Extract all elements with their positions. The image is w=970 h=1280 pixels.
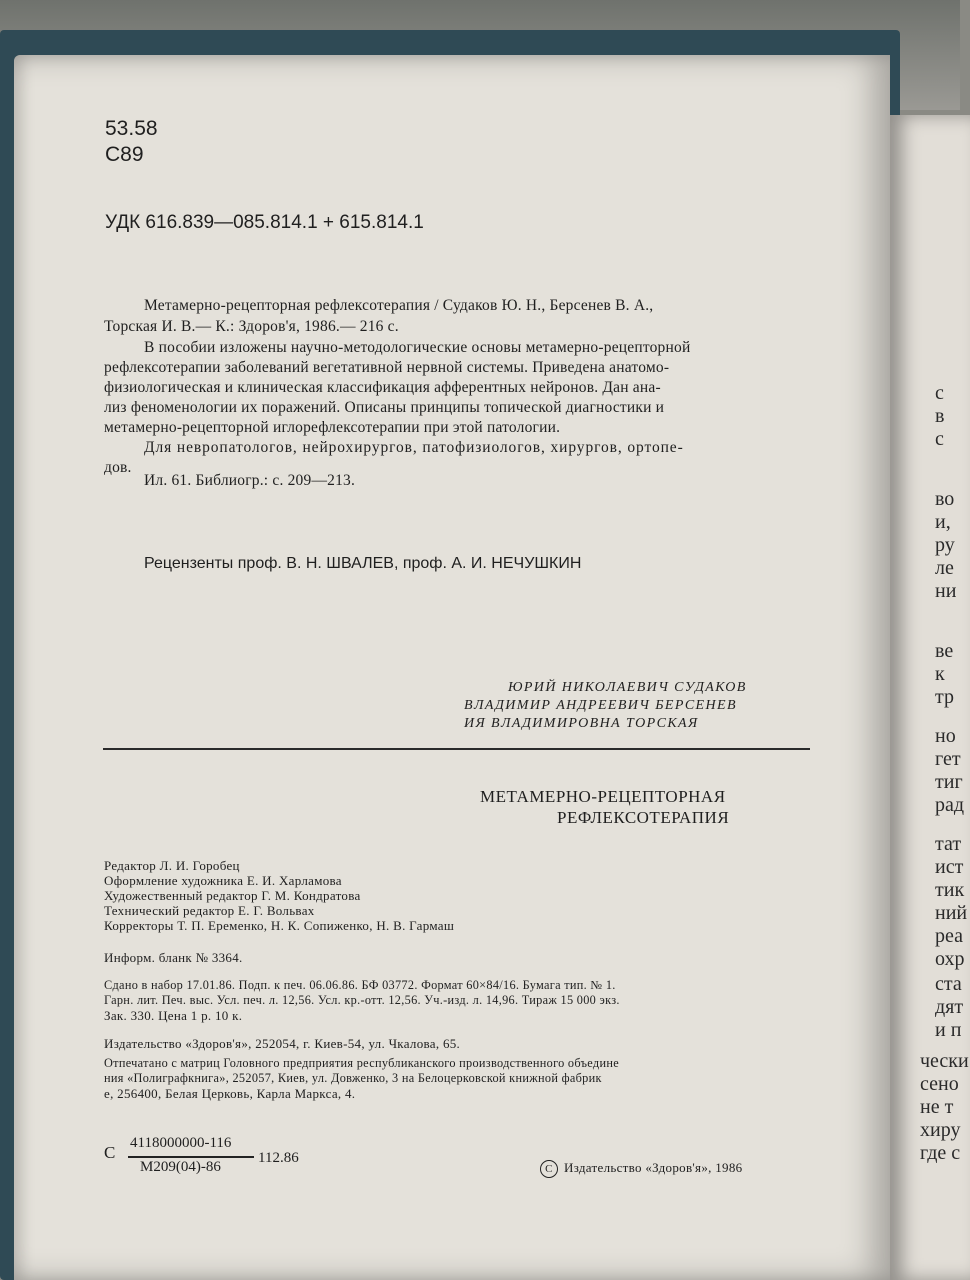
next-page-fragment: но [935,725,956,747]
author-name: ЮРИЙ НИКОЛАЕВИЧ СУДАКОВ [508,680,747,695]
next-page-fragment: ру [935,534,955,556]
next-page-fragment: и, [935,511,951,533]
author-name: ВЛАДИМИР АНДРЕЕВИЧ БЕРСЕНЕВ [464,698,737,713]
udk-code: УДК 616.839—085.814.1 + 615.814.1 [105,212,424,233]
illustrations-bibliography: Ил. 61. Библиогр.: с. 209—213. [144,472,356,489]
author-name: ИЯ ВЛАДИМИРОВНА ТОРСКАЯ [464,716,699,731]
annotation-line: Метамерно-рецепторная рефлексотерапия / Судаков Ю. Н., Берсенев В. А., [144,297,654,314]
copyright-symbol: C [540,1160,558,1178]
next-page-fragment: тиг [935,771,963,793]
printer-line: ния «Полиграфкнига», 252057, Киев, ул. Довженко, 3 на Белоцерковской книжной фабрик [104,1071,602,1085]
reviewers: Рецензенты проф. В. Н. ШВАЛЕВ, проф. А. И. НЕЧУШКИН [144,555,582,572]
fraction-bar [128,1156,254,1158]
author-mark: С89 [105,143,144,166]
next-page-fragment: где с [920,1142,961,1164]
annotation-line: рефлексотерапии заболеваний вегетативной нервной системы. Приведена анатомо- [104,359,670,376]
publisher-address: Издательство «Здоров'я», 252054, г. Киев-54, ул. Чкалова, 65. [104,1036,461,1051]
next-page-fragment: тик [935,879,965,901]
next-page-fragment: с [935,428,944,450]
next-page-fragment: ста [935,973,962,995]
annotation-line: метамерно-рецепторной иглорефлексотерапии при этой патологии. [104,419,561,436]
next-page-fragment: дят [935,996,964,1018]
next-page-fragment: ист [935,856,964,878]
next-page [890,115,970,1280]
next-page-fragment: тр [935,686,954,708]
annotation-line: лиз феноменологии их поражений. Описаны принципы топической диагностики и [104,399,665,416]
index-denominator: М209(04)-86 [140,1159,221,1175]
credit-line: Редактор Л. И. Горобец [104,858,240,873]
book-title-line: РЕФЛЕКСОТЕРАПИЯ [557,808,730,827]
next-page-fragment: в [935,405,945,427]
credit-line: Художественный редактор Г. М. Кондратова [104,888,361,903]
bbk-code: 53.58 [105,117,158,140]
copyright-line [540,1160,742,1178]
credit-line: Корректоры Т. П. Еременко, Н. К. Сопиженко, Н. В. Гармаш [104,918,455,933]
printer-line: е, 256400, Белая Церковь, Карла Маркса, 4. [104,1086,356,1101]
annotation-line: дов. [104,459,132,476]
next-page-fragment: ний [935,902,968,924]
print-data-line: Зак. 330. Цена 1 р. 10 к. [104,1008,243,1023]
next-page-fragment: реа [935,925,963,947]
next-page-fragment: хиру [920,1119,961,1141]
annotation-line: Торская И. В.— К.: Здоров'я, 1986.— 216 с. [104,318,399,335]
annotation-line: В пособии изложены научно-методологические основы метамерно-рецепторной [144,339,691,356]
next-page-fragment: гет [935,748,961,770]
next-page-fragment: во [935,488,955,510]
print-data-line: Гарн. лит. Печ. выс. Усл. печ. л. 12,56. Усл. кр.-отт. 12,56. Уч.-изд. л. 14,96. Тираж 15 000 экз. [104,993,620,1007]
next-page-fragment: и п [935,1019,962,1041]
copyright-text: Издательство «Здоров'я», 1986 [564,1160,743,1175]
credit-line: Оформление художника Е. И. Харламова [104,873,342,888]
index-suffix: 112.86 [258,1150,299,1166]
next-page-fragment: не т [920,1096,954,1118]
next-page-fragment: рад [935,794,965,816]
annotation-line: Для невропатологов, нейрохирургов, патофизиологов, хирургов, ортопе- [144,439,684,456]
next-page-fragment: ни [935,580,957,602]
book-title-line: МЕТАМЕРНО-РЕЦЕПТОРНАЯ [480,787,726,806]
credit-line: Технический редактор Е. Г. Вольвах [104,903,315,918]
annotation-line: физиологическая и клиническая классификация афферентных нейронов. Дан ана- [104,379,661,396]
next-page-fragment: к [935,663,945,685]
next-page-fragment: тат [935,833,962,855]
next-page-fragment: чески [920,1050,969,1072]
index-numerator: 4118000000-116 [130,1135,232,1151]
index-letter: С [104,1143,116,1162]
divider-rule [103,748,810,750]
next-page-fragment: сено [920,1073,959,1095]
printer-line: Отпечатано с матриц Головного предприятия республиканского производственного объедине [104,1056,619,1070]
next-page-fragment: охр [935,948,965,970]
next-page-fragment: ле [935,557,954,579]
next-page-fragment: ве [935,640,954,662]
next-page-fragment: с [935,382,944,404]
print-data-line: Сдано в набор 17.01.86. Подп. к печ. 06.06.86. БФ 03772. Формат 60×84/16. Бумага тип. № 1. [104,978,616,992]
inform-blank: Информ. бланк № 3364. [104,950,243,965]
